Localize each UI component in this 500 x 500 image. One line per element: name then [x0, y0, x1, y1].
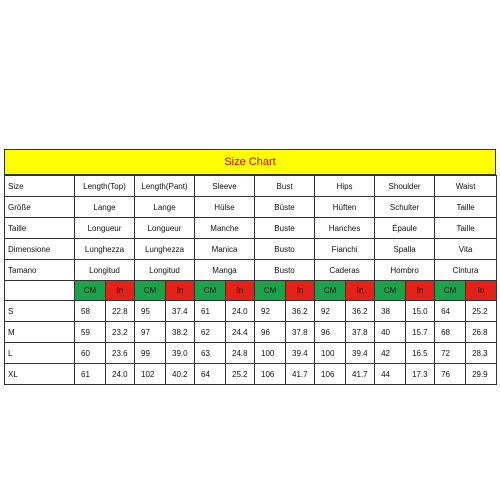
size-value: 76 — [435, 364, 466, 385]
row-label: Tamano — [5, 260, 75, 281]
row-label: Dimensione — [5, 239, 75, 260]
cm-unit-cell: CM — [435, 281, 466, 301]
column-header: Shoulder — [375, 176, 435, 197]
column-header: Spalla — [375, 239, 435, 260]
size-value: 72 — [435, 343, 466, 364]
size-value: 22.8 — [106, 301, 135, 322]
size-value: 64 — [195, 364, 226, 385]
size-value: 40.2 — [166, 364, 195, 385]
size-value: 40 — [375, 322, 406, 343]
column-header: Épaule — [375, 218, 435, 239]
row-label: Size — [5, 176, 75, 197]
size-value: 97 — [135, 322, 166, 343]
column-header: Lange — [75, 197, 135, 218]
label-row — [5, 239, 497, 260]
label-row — [5, 260, 497, 281]
in-unit-cell: In — [226, 281, 255, 301]
size-value: 106 — [255, 364, 286, 385]
size-label: XL — [5, 364, 75, 385]
column-header: Waist — [435, 176, 497, 197]
table-row — [5, 364, 497, 385]
size-value: 41.7 — [286, 364, 315, 385]
label-row — [5, 176, 497, 197]
size-value: 68 — [435, 322, 466, 343]
size-value: 25.2 — [226, 364, 255, 385]
column-header: Longitud — [135, 260, 195, 281]
column-header: Lunghezza — [135, 239, 195, 260]
column-header: Hüften — [315, 197, 375, 218]
size-value: 38 — [375, 301, 406, 322]
in-unit-cell: In — [406, 281, 435, 301]
column-header: Hanches — [315, 218, 375, 239]
size-value: 17.3 — [406, 364, 435, 385]
in-unit-cell: In — [346, 281, 375, 301]
size-chart — [4, 149, 496, 385]
size-value: 39.0 — [166, 343, 195, 364]
unit-row — [5, 281, 497, 301]
size-value: 61 — [195, 301, 226, 322]
size-value: 95 — [135, 301, 166, 322]
column-header: Longitud — [75, 260, 135, 281]
cm-unit-cell: CM — [315, 281, 346, 301]
size-value: 62 — [195, 322, 226, 343]
size-value: 102 — [135, 364, 166, 385]
column-header: Longueur — [75, 218, 135, 239]
column-header: Sleeve — [195, 176, 255, 197]
column-header: Manche — [195, 218, 255, 239]
size-value: 15.0 — [406, 301, 435, 322]
label-row — [5, 218, 497, 239]
column-header: Hülse — [195, 197, 255, 218]
cm-unit-cell: CM — [195, 281, 226, 301]
size-value: 24.8 — [226, 343, 255, 364]
size-value: 96 — [255, 322, 286, 343]
in-unit-cell: In — [106, 281, 135, 301]
column-header: Fianchi — [315, 239, 375, 260]
table-row — [5, 322, 497, 343]
table-row — [5, 343, 497, 364]
size-value: 36.2 — [346, 301, 375, 322]
row-label: Größe — [5, 197, 75, 218]
size-label: S — [5, 301, 75, 322]
column-header: Busto — [255, 239, 315, 260]
table-row — [5, 301, 497, 322]
size-chart-title — [4, 149, 496, 175]
size-value: 15.7 — [406, 322, 435, 343]
size-value: 96 — [315, 322, 346, 343]
in-unit-cell: In — [286, 281, 315, 301]
size-value: 44 — [375, 364, 406, 385]
size-value: 38.2 — [166, 322, 195, 343]
size-chart-title-text: Size Chart — [224, 156, 276, 168]
size-value: 41.7 — [346, 364, 375, 385]
size-table — [4, 175, 497, 385]
column-header: Length(Pant) — [135, 176, 195, 197]
size-value: 26.8 — [466, 322, 497, 343]
column-header: Manica — [195, 239, 255, 260]
column-header: Longueur — [135, 218, 195, 239]
column-header: Manga — [195, 260, 255, 281]
size-value: 63 — [195, 343, 226, 364]
size-value: 37.4 — [166, 301, 195, 322]
size-value: 39.4 — [286, 343, 315, 364]
unit-row-blank — [5, 281, 75, 301]
size-value: 23.6 — [106, 343, 135, 364]
cm-unit-cell: CM — [135, 281, 166, 301]
size-value: 58 — [75, 301, 106, 322]
size-value: 24.4 — [226, 322, 255, 343]
size-value: 24.0 — [106, 364, 135, 385]
size-value: 37.8 — [346, 322, 375, 343]
size-value: 37.8 — [286, 322, 315, 343]
row-label: Taille — [5, 218, 75, 239]
size-value: 24.0 — [226, 301, 255, 322]
column-header: Bust — [255, 176, 315, 197]
size-value: 106 — [315, 364, 346, 385]
size-value: 60 — [75, 343, 106, 364]
column-header: Büste — [255, 197, 315, 218]
column-header: Hips — [315, 176, 375, 197]
cm-unit-cell: CM — [255, 281, 286, 301]
size-value: 100 — [255, 343, 286, 364]
column-header: Buste — [255, 218, 315, 239]
cm-unit-cell: CM — [375, 281, 406, 301]
column-header: Taille — [435, 197, 497, 218]
column-header: Hombro — [375, 260, 435, 281]
size-label: M — [5, 322, 75, 343]
column-header: Length(Top) — [75, 176, 135, 197]
size-label: L — [5, 343, 75, 364]
size-value: 16.5 — [406, 343, 435, 364]
column-header: Vita — [435, 239, 497, 260]
size-value: 59 — [75, 322, 106, 343]
size-value: 99 — [135, 343, 166, 364]
label-row — [5, 197, 497, 218]
size-value: 100 — [315, 343, 346, 364]
size-value: 36.2 — [286, 301, 315, 322]
size-value: 42 — [375, 343, 406, 364]
size-value: 64 — [435, 301, 466, 322]
size-value: 92 — [315, 301, 346, 322]
size-value: 61 — [75, 364, 106, 385]
size-value: 39.4 — [346, 343, 375, 364]
size-value: 29.9 — [466, 364, 497, 385]
cm-unit-cell: CM — [75, 281, 106, 301]
in-unit-cell: In — [166, 281, 195, 301]
size-value: 23.2 — [106, 322, 135, 343]
column-header: Lange — [135, 197, 195, 218]
column-header: Schulter — [375, 197, 435, 218]
column-header: Busto — [255, 260, 315, 281]
size-value: 28.3 — [466, 343, 497, 364]
size-value: 25.2 — [466, 301, 497, 322]
column-header: Cintura — [435, 260, 497, 281]
column-header: Caderas — [315, 260, 375, 281]
column-header: Taille — [435, 218, 497, 239]
size-value: 92 — [255, 301, 286, 322]
in-unit-cell: In — [466, 281, 497, 301]
column-header: Lunghezza — [75, 239, 135, 260]
